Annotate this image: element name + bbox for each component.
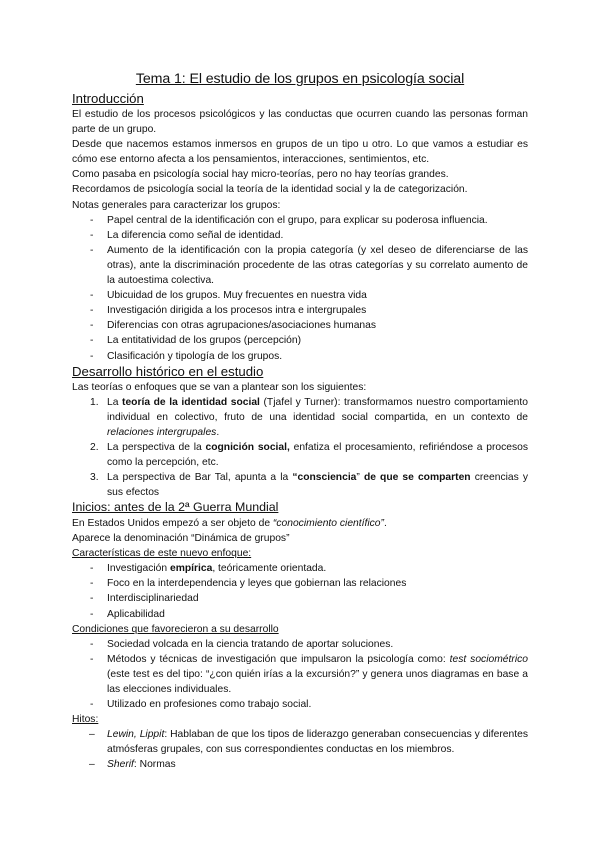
paragraph: Las teorías o enfoques que se van a plantear son los siguientes: bbox=[72, 381, 367, 393]
document-body bbox=[72, 91, 528, 773]
bold-text: de que se comparten bbox=[363, 472, 471, 484]
characteristics-list bbox=[72, 561, 528, 621]
milestones-list bbox=[72, 727, 528, 772]
list-item bbox=[72, 561, 528, 576]
list-item: - Papel central de la identificación con el grupo, para explicar su poderosa influencia. bbox=[72, 213, 528, 228]
bold-text: empírica bbox=[169, 563, 213, 575]
list-item: - Ubicuidad de los grupos. Muy frecuentes en nuestra vida bbox=[72, 288, 528, 303]
list-number: 3. bbox=[90, 472, 99, 484]
section-heading-introduccion: Introducción bbox=[72, 91, 144, 106]
page-title: Tema 1: El estudio de los grupos en psicología social bbox=[135, 71, 465, 87]
text: La bbox=[107, 396, 123, 408]
section-heading-desarrollo: Desarrollo histórico en el estudio bbox=[72, 363, 264, 379]
list-number: 1. bbox=[90, 396, 99, 408]
list-item: - Aplicabilidad bbox=[72, 607, 528, 622]
text: enfatiza el procesamiento, refiriéndose a procesos como la percepción, etc. bbox=[107, 441, 528, 469]
bold-text: cognición social, bbox=[205, 441, 290, 453]
notes-list bbox=[72, 213, 528, 364]
list-item bbox=[72, 440, 528, 470]
list-number: 2. bbox=[90, 441, 99, 453]
text: : Normas bbox=[133, 759, 176, 771]
italic-text: “conocimiento científico” bbox=[272, 517, 384, 529]
text: , teóricamente orientada. bbox=[212, 563, 327, 575]
subheading-hitos: Hitos: bbox=[72, 714, 99, 726]
theories-list bbox=[72, 395, 528, 501]
list-item: - Utilizado en profesiones como trabajo social. bbox=[72, 697, 528, 712]
paragraph: Notas generales para caracterizar los grupos: bbox=[72, 199, 281, 211]
text: Investigación bbox=[107, 563, 170, 575]
conditions-list bbox=[72, 637, 528, 712]
italic-text: relaciones intergrupales bbox=[107, 426, 217, 438]
paragraph bbox=[72, 516, 528, 531]
list-item: - Sociedad volcada en la ciencia tratando de aportar soluciones. bbox=[72, 637, 528, 652]
list-item bbox=[72, 727, 528, 757]
text: Métodos y técnicas de investigación que impulsaron la psicología como: bbox=[107, 653, 450, 665]
list-item bbox=[72, 395, 528, 440]
paragraph: Como pasaba en psicología social hay micro-teorías, pero no hay teorías grandes. bbox=[72, 169, 449, 181]
section-heading-inicios: Inicios: antes de la 2ª Guerra Mundial bbox=[72, 500, 279, 515]
text: La perspectiva de Bar Tal, apunta a la bbox=[107, 472, 293, 484]
list-item: - La diferencia como señal de identidad. bbox=[72, 228, 528, 243]
bold-text: “consciencia bbox=[292, 472, 357, 484]
list-item: - Diferencias con otras agrupaciones/asociaciones humanas bbox=[72, 318, 528, 333]
list-item bbox=[72, 470, 528, 500]
text: (este test es del tipo: “¿con quién irías a la excursión?” y genera unos diagramas en base a las elecciones individuales. bbox=[107, 668, 528, 695]
italic-text: Sherif bbox=[107, 759, 134, 771]
text: creencias y sus efectos bbox=[107, 472, 528, 499]
paragraph: Recordamos de psicología social la teoría de la identidad social y la de categorización. bbox=[72, 184, 468, 196]
text: . bbox=[216, 426, 220, 438]
list-item bbox=[72, 757, 528, 772]
paragraph: El estudio de los procesos psicológicos y las conductas que ocurren cuando las personas forman parte de un grupo. bbox=[72, 109, 528, 136]
italic-text: Lewin, Lippit bbox=[107, 729, 165, 741]
text: ” bbox=[356, 472, 364, 484]
subheading-condiciones: Condiciones que favorecieron a su desarrollo bbox=[72, 623, 279, 635]
list-item: - Foco en la interdependencia y leyes que gobiernan las relaciones bbox=[72, 576, 528, 591]
italic-text: test sociométrico bbox=[449, 653, 528, 665]
bold-text: teoría de la identidad social bbox=[122, 396, 260, 408]
text: La perspectiva de la bbox=[107, 441, 206, 453]
list-item: - Interdisciplinariedad bbox=[72, 591, 528, 606]
text: . bbox=[383, 517, 387, 529]
text: (Tjafel y Turner): transformamos nuestro comportamiento individual en colectivo, fruto de una identidad social compartida, en un contexto de bbox=[107, 396, 528, 423]
list-item: - Clasificación y tipología de los grupos. bbox=[72, 349, 528, 364]
text: En Estados Unidos empezó a ser objeto de bbox=[72, 517, 273, 529]
paragraph: Desde que nacemos estamos inmersos en grupos de un tipo u otro. Lo que vamos a estudiar es cómo ese entorno afecta a los pensamientos, interacciones, sentimientos, etc. bbox=[72, 139, 528, 166]
list-item: - Investigación dirigida a los procesos intra e intergrupales bbox=[72, 303, 528, 318]
list-item bbox=[72, 652, 528, 697]
paragraph: Aparece la denominación “Dinámica de grupos” bbox=[72, 533, 290, 545]
list-item: - La entitatividad de los grupos (percepción) bbox=[72, 333, 528, 348]
list-item: - Aumento de la identificación con la propia categoría (y xel deseo de diferenciarse de las otras), ante la discriminación procedente de las otras categorías y su correlato aumento de la autoestima colectiva. bbox=[72, 243, 528, 288]
subheading-caracteristicas: Características de este nuevo enfoque: bbox=[72, 548, 252, 560]
text: : Hablaban de que los tipos de liderazgo generaban consecuencias y diferentes atmósferas grupales, con sus correspondientes conductas en los miembros. bbox=[107, 729, 528, 756]
